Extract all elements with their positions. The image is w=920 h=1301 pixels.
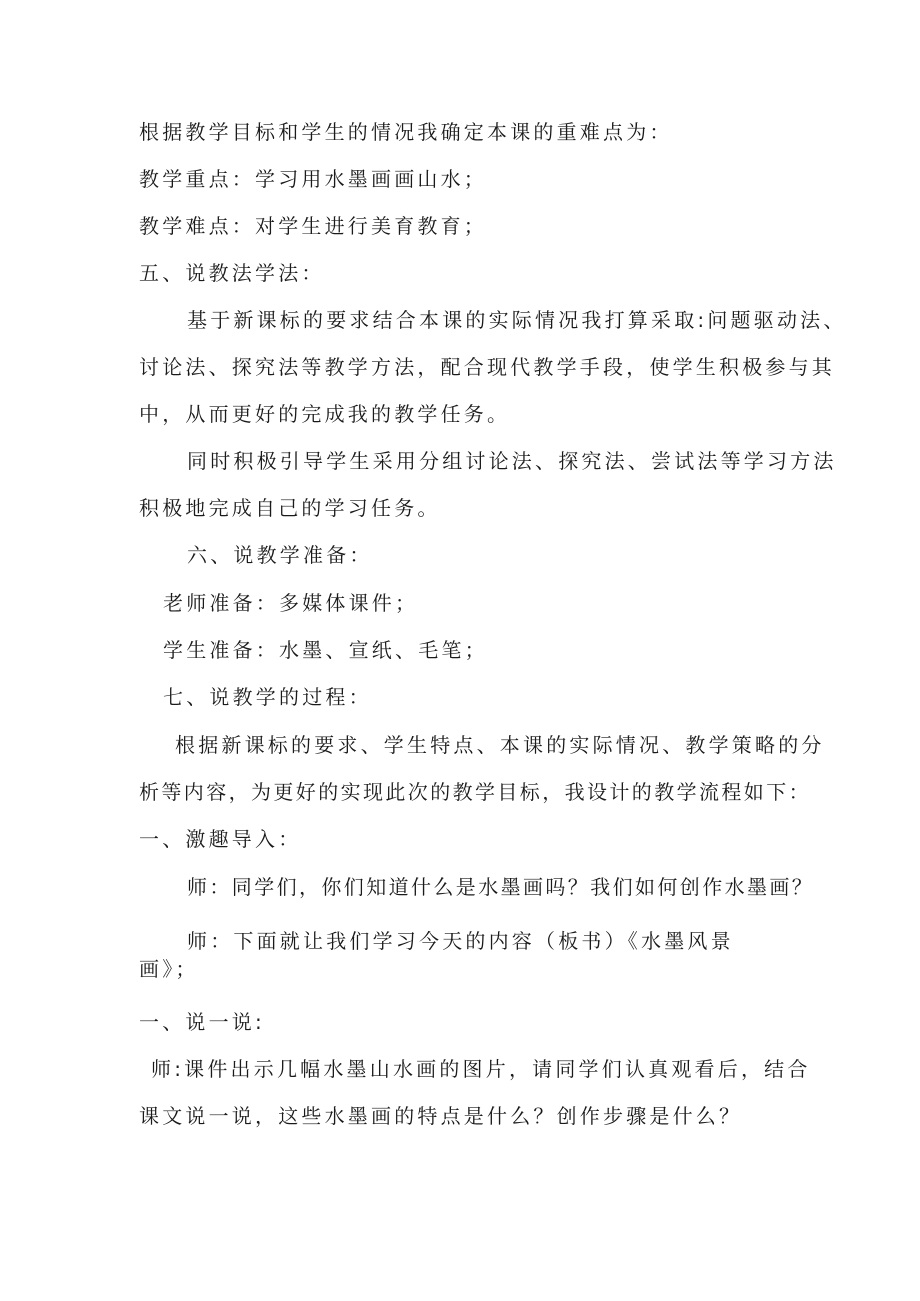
key-points-intro: 根据教学目标和学生的情况我确定本课的重难点为： <box>139 120 673 144</box>
paragraph-line: 积极地完成自己的学习任务。 <box>139 496 441 520</box>
teacher-dialogue: 师：下面就让我们学习今天的内容（板书）《水墨风景 <box>187 929 734 953</box>
paragraph-line: 同时积极引导学生采用分组讨论法、探究法、尝试法等学习方法 <box>187 449 837 473</box>
section-heading-process: 七、说教学的过程： <box>163 685 372 709</box>
teaching-difficulty: 教学难点：对学生进行美育教育； <box>139 214 487 238</box>
teacher-dialogue-continuation: 画》； <box>139 957 199 981</box>
subheading-warmup: 一、激趣导入： <box>139 827 302 851</box>
paragraph-line: 课文说一说，这些水墨画的特点是什么？创作步骤是什么？ <box>139 1104 743 1128</box>
student-preparation: 学生准备：水墨、宣纸、毛笔； <box>163 638 488 662</box>
section-heading-preparation: 六、说教学准备： <box>187 543 373 567</box>
teaching-focus: 教学重点：学习用水墨画画山水； <box>139 167 487 191</box>
paragraph-line: 中，从而更好的完成我的教学任务。 <box>139 402 511 426</box>
teacher-preparation: 老师准备：多媒体课件； <box>163 591 419 615</box>
paragraph-line: 基于新课标的要求结合本课的实际情况我打算采取:问题驱动法、 <box>187 308 847 332</box>
teacher-dialogue: 师：同学们，你们知道什么是水墨画吗？我们如何创作水墨画？ <box>187 875 815 899</box>
paragraph-line: 师:课件出示几幅水墨山水画的图片，请同学们认真观看后，结合 <box>151 1057 811 1081</box>
paragraph-line: 析等内容，为更好的实现此次的教学目标，我设计的教学流程如下： <box>139 780 811 804</box>
section-heading-methods: 五、说教法学法： <box>139 261 325 285</box>
paragraph-line: 讨论法、探究法等教学方法，配合现代教学手段，使学生积极参与其 <box>139 355 835 379</box>
paragraph-line: 根据新课标的要求、学生特点、本课的实际情况、教学策略的分 <box>175 733 825 757</box>
subheading-discussion: 一、说一说: <box>139 1010 265 1034</box>
